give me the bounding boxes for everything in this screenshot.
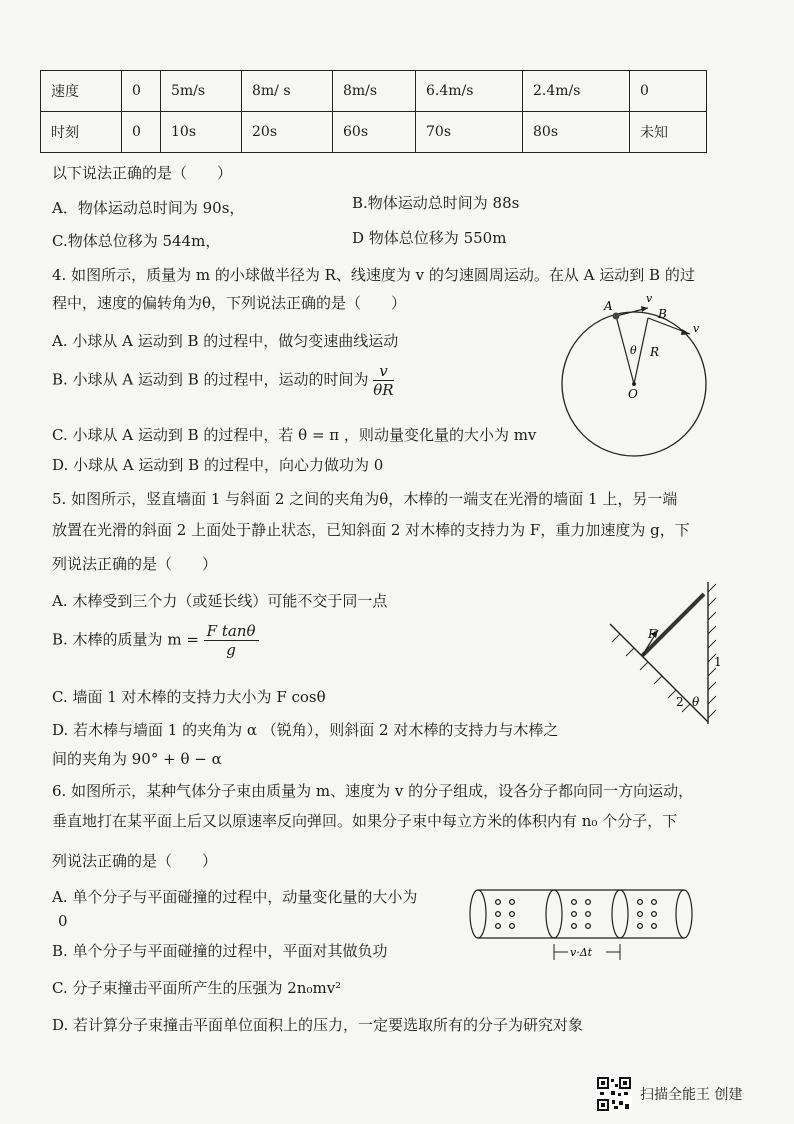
q4-stem-line1: 4. 如图所示，质量为 m 的小球做半径为 R、线速度为 v 的匀速圆周运动。在从 A 运动到 B 的过 (52, 266, 695, 284)
q5-option-d-line1: D. 若木棒与墙面 1 的夹角为 α （锐角），则斜面 2 对木棒的支持力与木棒之 (52, 721, 559, 739)
q5-option-a: A. 木棒受到三个力（或延长线）可能不交于同一点 (52, 592, 388, 610)
table-cell: 70s (416, 112, 523, 153)
q3-option-b: B.物体运动总时间为 88s (352, 194, 520, 212)
table-cell: 0 (630, 71, 707, 112)
q4-option-b-text: B. 小球从 A 运动到 B 的过程中，运动的时间为 (52, 370, 369, 389)
cylinder-end (676, 890, 692, 938)
cylinder-section (612, 890, 628, 938)
q5-stem-line2: 放置在光滑的斜面 2 上面处于静止状态，已知斜面 2 对木棒的支持力为 F，重力加速度为 g，下 (52, 521, 690, 539)
q4-option-a: A. 小球从 A 运动到 B 的过程中，做匀变速曲线运动 (52, 332, 399, 350)
table-cell: 0 (122, 71, 161, 112)
q6-stem-line2: 垂直地打在某平面上后又以原速率反向弹回。如果分子束中每立方米的体积内有 n₀ 个分子，下 (52, 812, 678, 830)
fraction-numerator: F tanθ (204, 622, 259, 641)
cylinder-section (546, 890, 562, 938)
label-f: F (648, 627, 657, 641)
q3-option-c: C.物体总位移为 544m， (52, 232, 221, 250)
q5-option-b-text: B. 木棒的质量为 m = (52, 630, 199, 649)
qr-code-icon (596, 1076, 632, 1112)
q6-stem-line3: 列说法正确的是（ ） (52, 852, 218, 870)
table-cell: 未知 (630, 112, 707, 153)
q4-option-c: C. 小球从 A 运动到 B 的过程中，若 θ = π ，则动量变化量的大小为 mv (52, 426, 537, 444)
q4-stem-line2: 程中，速度的偏转角为θ，下列说法正确的是（ ） (52, 294, 407, 312)
fraction-denominator: g (226, 641, 236, 659)
table-cell: 20s (242, 112, 333, 153)
label-v1: v (646, 292, 653, 305)
label-a: A (604, 299, 613, 313)
table-row (41, 112, 707, 153)
q5-option-b (52, 622, 259, 659)
scanner-watermark: 扫描全能王 创建 (640, 1087, 743, 1103)
circular-motion-figure (560, 290, 720, 470)
table-cell: 5m/s (161, 71, 242, 112)
wooden-rod (642, 594, 704, 656)
q3-option-a: A．物体运动总时间为 90s， (52, 199, 245, 217)
table-cell: 10s (161, 112, 242, 153)
table-row (41, 71, 707, 112)
table-cell: 60s (333, 112, 416, 153)
arrowhead (641, 306, 648, 312)
q3-option-d: D 物体总位移为 550m (352, 229, 507, 247)
q5-option-d-line2: 间的夹角为 90° + θ − α (52, 750, 222, 768)
q6-stem-line1: 6. 如图所示，某种气体分子束由质量为 m、速度为 v 的分子组成，设各分子都向同一方向运动， (52, 782, 694, 800)
label-r: R (650, 345, 660, 359)
ball-at-a (613, 313, 620, 320)
q3-stem: 以下说法正确的是（ ） (52, 164, 233, 182)
q5-stem-line3: 列说法正确的是（ ） (52, 555, 218, 573)
fraction-denominator: θR (373, 381, 394, 399)
data-table (40, 70, 707, 153)
q6-option-d: D. 若计算分子束撞击平面单位面积上的压力，一定要选取所有的分子为研究对象 (52, 1016, 584, 1034)
table-cell: 8m/ s (242, 71, 333, 112)
q5-mass-fraction (204, 622, 259, 659)
table-cell: 0 (122, 112, 161, 153)
molecular-beam-figure (462, 880, 702, 964)
cylinder-end (470, 890, 486, 938)
table-cell: 80s (523, 112, 630, 153)
arrowhead (681, 329, 690, 335)
row-label: 速度 (41, 71, 122, 112)
label-v-dt: v·Δt (570, 946, 593, 959)
label-o: O (628, 387, 638, 401)
table-cell: 2.4m/s (523, 71, 630, 112)
q6-option-b: B. 单个分子与平面碰撞的过程中，平面对其做负功 (52, 942, 388, 960)
wall-incline-figure (600, 578, 730, 728)
q4-option-d: D. 小球从 A 运动到 B 的过程中，向心力做功为 0 (52, 456, 384, 474)
q4-time-fraction (373, 362, 393, 399)
label-wall-1: 1 (714, 655, 722, 669)
fraction-numerator: v (373, 362, 393, 381)
molecules (496, 900, 657, 929)
row-label: 时刻 (41, 112, 122, 153)
wall-hatching (708, 584, 716, 718)
label-b: B (658, 307, 667, 321)
center-point (632, 382, 636, 386)
q6-option-a-line2: 0 (58, 912, 68, 930)
table-cell: 8m/s (333, 71, 416, 112)
q5-option-c: C. 墙面 1 对木棒的支持力大小为 F cosθ (52, 688, 326, 706)
table-cell: 6.4m/s (416, 71, 523, 112)
label-v2: v (693, 322, 700, 335)
q5-stem-line1: 5. 如图所示，竖直墙面 1 与斜面 2 之间的夹角为θ，木棒的一端支在光滑的墙面 1 上，另一端 (52, 490, 678, 508)
q6-option-c: C. 分子束撞击平面所产生的压强为 2n₀mv² (52, 979, 342, 997)
label-theta: θ (692, 695, 700, 709)
q4-option-b (52, 362, 394, 399)
q6-option-a-line1: A. 单个分子与平面碰撞的过程中，动量变化量的大小为 (52, 888, 418, 906)
label-theta: θ (630, 344, 637, 357)
label-incline-2: 2 (676, 695, 684, 709)
